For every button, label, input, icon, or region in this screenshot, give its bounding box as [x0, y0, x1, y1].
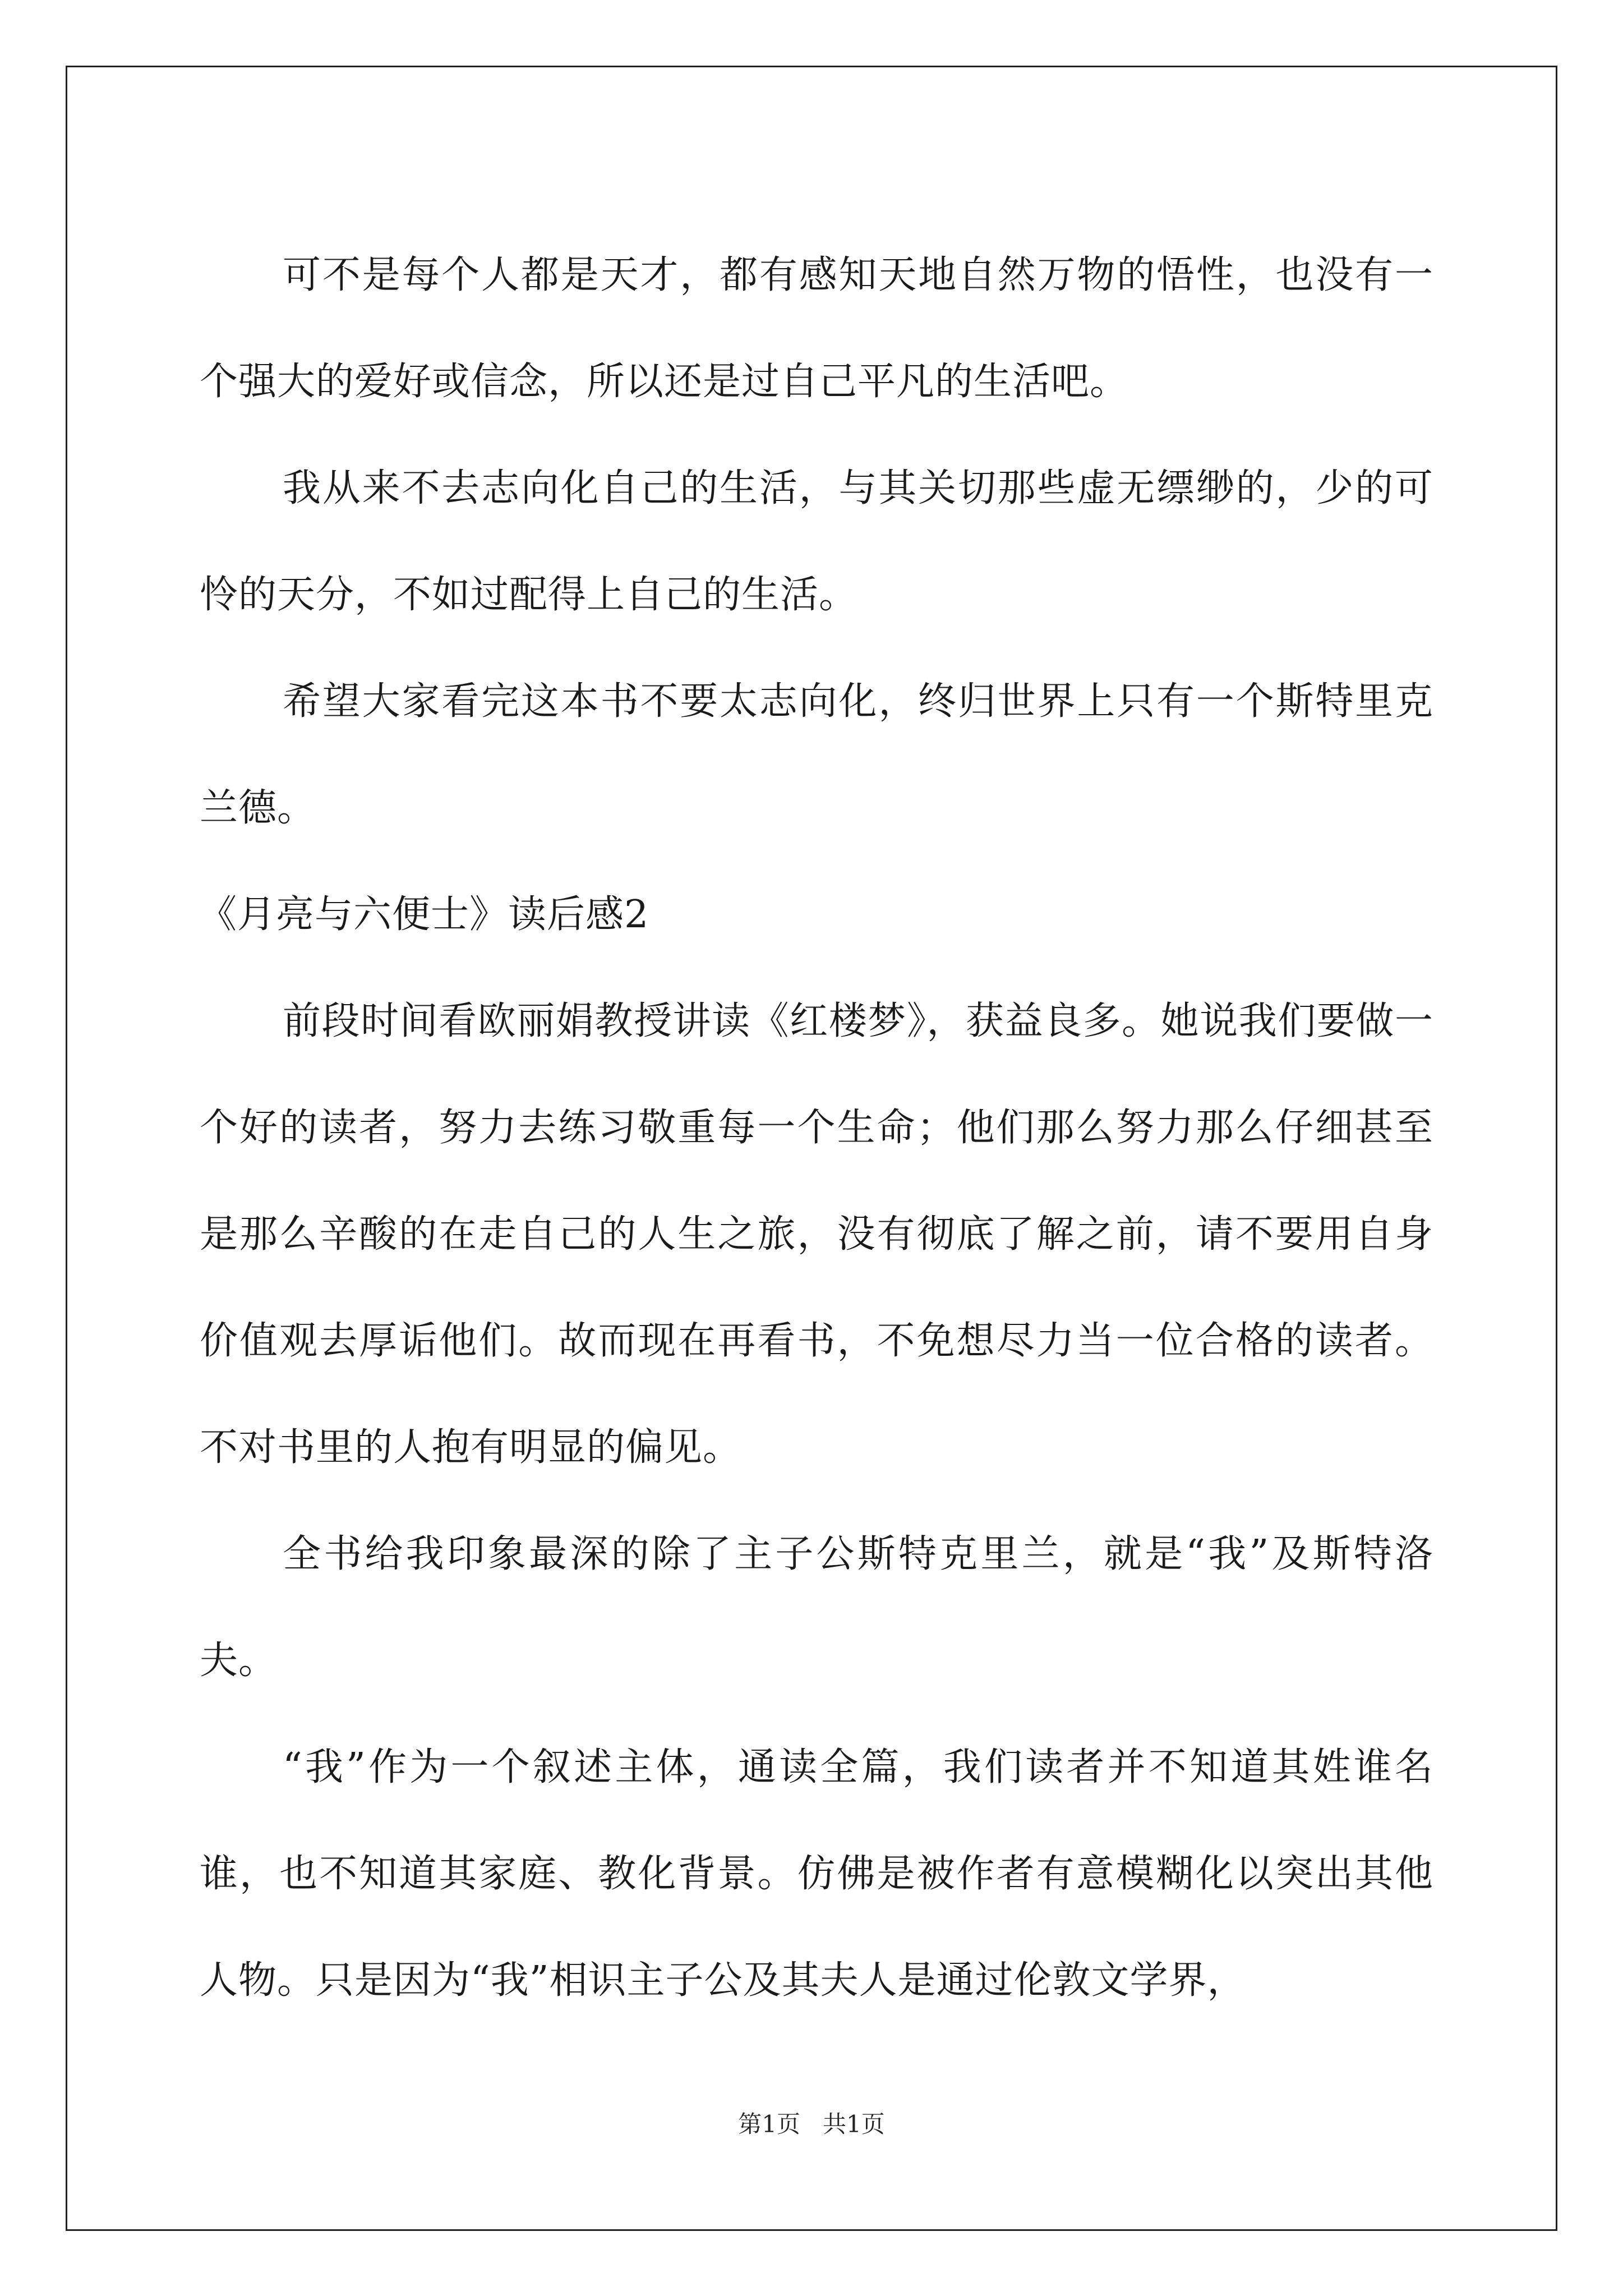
- section-title: 《月亮与六便士》读后感2: [199, 892, 649, 937]
- paragraph: 希望大家看完这本书不要太志向化，终归世界上只有一个斯特里克兰德。: [200, 679, 1433, 830]
- paragraph: 可不是每个人都是天才，都有感知天地自然万物的悟性，也没有一个强大的爱好或信念，所以还是过自己平凡的生活吧。: [200, 253, 1433, 404]
- paragraph: “我”作为一个叙述主体，通读全篇，我们读者并不知道其姓谁名谁，也不知道其家庭、教化背景。仿佛是被作者有意模糊化以突出其他人物。只是因为“我”相识主子公及其夫人是通过伦敦文学界，: [200, 1745, 1433, 2003]
- paragraph: 全书给我印象最深的除了主子公斯特克里兰，就是“我”及斯特洛夫。: [200, 1532, 1433, 1683]
- paragraph: 我从来不去志向化自己的生活，与其关切那些虚无缥缈的，少的可怜的天分，不如过配得上自己的生活。: [200, 466, 1433, 617]
- document-body: [200, 222, 1433, 2034]
- page-footer: 第1页 共1页: [738, 2110, 885, 2138]
- paragraph: 前段时间看欧丽娟教授讲读《红楼梦》，获益良多。她说我们要做一个好的读者，努力去练习敬重每一个生命；他们那么努力那么仔细甚至是那么辛酸的在走自己的人生之旅，没有彻底了解之前，请不要用自身价值观去厚诟他们。故而现在再看书，不免想尽力当一位合格的读者。不对书里的人抱有明显的偏见。: [200, 999, 1433, 1470]
